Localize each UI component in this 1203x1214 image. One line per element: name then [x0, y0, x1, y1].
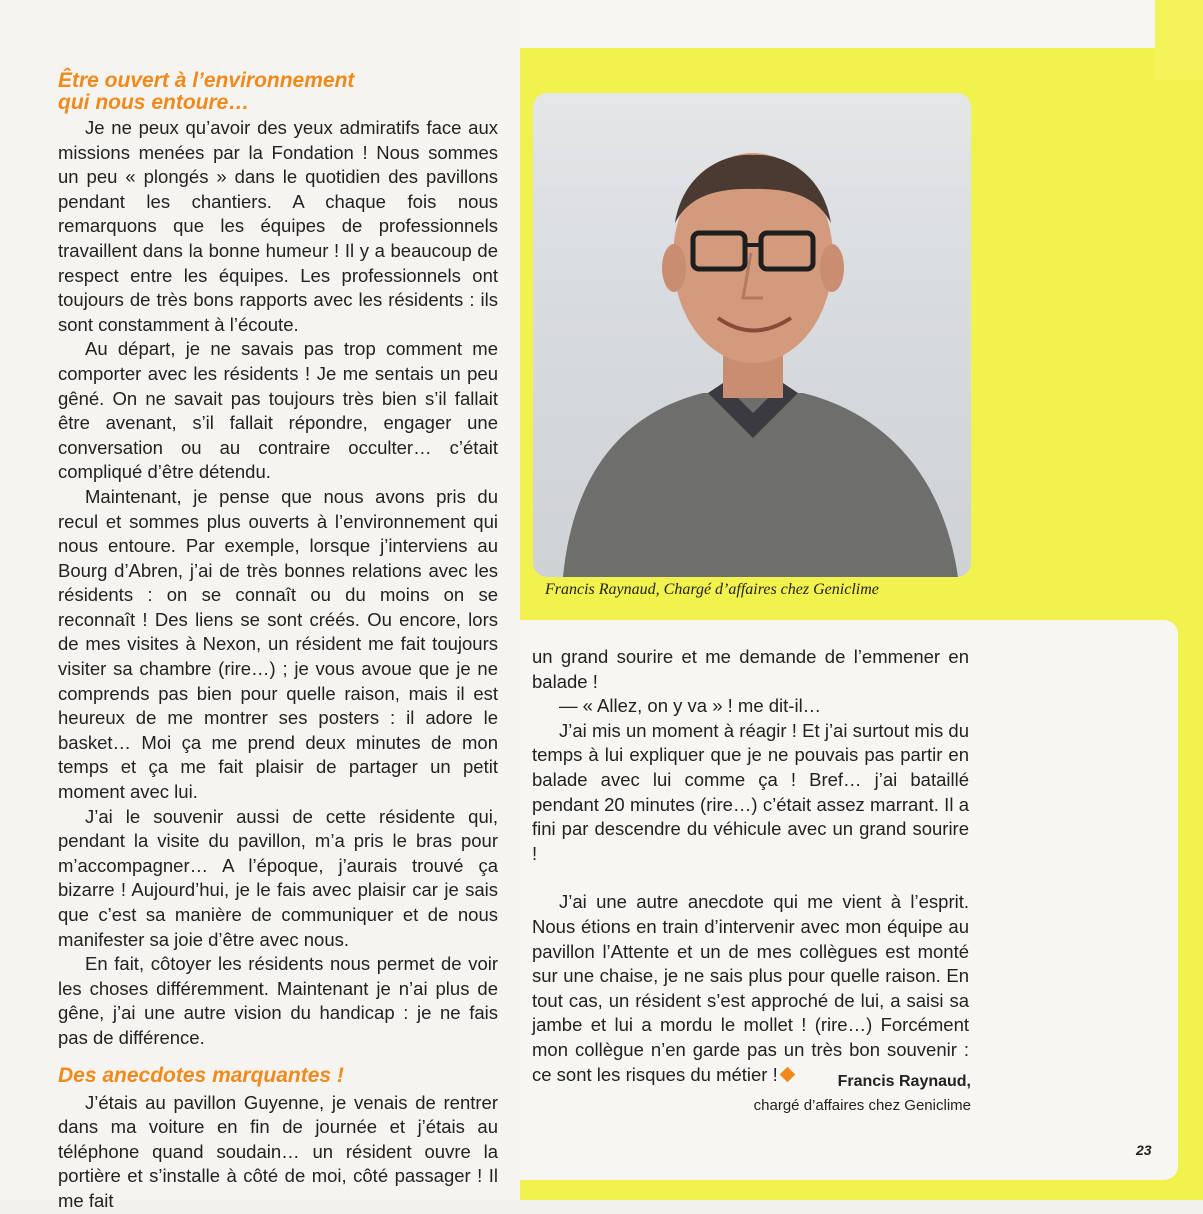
signature-role: chargé d’affaires chez Geniclime — [753, 1097, 971, 1114]
paragraph: J’ai mis un moment à réagir ! Et j’ai surtout mis du temps à lui expliquer que je ne pouvais pas partir en balade avec lui comme ça ! Bref… j’ai bataillé pendant 20 minutes (rire…) c’était assez marrant. Il a fini par descendre du véhicule avec un grand sourire ! — [532, 719, 969, 864]
paragraph: En fait, côtoyer les résidents nous permet de voir les choses différemment. Maintenant je n’ai plus de gêne, j’ai une autre vision du handicap : je ne fais pas de différence. — [58, 953, 498, 1048]
yellow-corner — [1155, 0, 1203, 80]
section-heading-1 — [58, 70, 498, 114]
paragraph-text: J’ai une autre anecdote qui me vient à l’esprit. Nous étions en train d’intervenir avec mon équipe au pavillon l’Attente et un de mes collègues est monté sur une chaise, je ne sais plus pour quelle raison. En tout cas, un résident s’est approché de lui, a saisi sa jambe et lui a mordu le mollet ! (rire…) Forcément mon collègue n’en garde pas un très bon souvenir : ce sont les risques du métier ! — [532, 891, 969, 1085]
paragraph: un grand sourire et me demande de l’emmener en balade ! — [532, 646, 969, 692]
page-number: 23 — [1136, 1142, 1152, 1158]
quote: — « Allez, on y va » ! me dit-il… — [559, 695, 822, 717]
paragraph — [532, 890, 969, 1087]
paragraph: Je ne peux qu’avoir des yeux admiratifs face aux missions menées par la Fondation ! Nous sommes un peu « plongés » dans le quotidien des pavillons pendant les chantiers. A chaque fois nous remarquons que les équipes de professionnels travaillent dans la bonne humeur ! Il y a beaucoup de respect entre les équipes. Les professionnels ont toujours de très bons rapports avec les résidents : ils sont constamment à l’écoute. — [58, 117, 498, 335]
right-column-text — [532, 645, 969, 1087]
photo-caption: Francis Raynaud, Chargé d’affaires chez Geniclime — [545, 581, 879, 598]
yellow-right-strip — [1180, 0, 1203, 1200]
paragraph: Maintenant, je pense que nous avons pris du recul et sommes plus ouverts à l’environnement qui nous entoure. Par exemple, lorsque j’interviens au Bourg d’Abren, j’ai de très bonnes relations avec les résidents : on se connaît ou du moins on se reconnaît ! Des liens se sont créés. Ou encore, lors de mes visites à Nexon, un résident me fait toujours visiter sa chambre (rire…) ; je vous avoue que je ne comprends pas bien pour quelle raison, mais il est heureux de me montrer ses posters : il adore le basket… Moi ça me prend deux minutes de mon temps et ça me fait plaisir de partager un petit moment avec lui. — [58, 485, 498, 803]
paragraph: J’étais au pavillon Guyenne, je venais de rentrer dans ma voiture en fin de journée et j’étais au téléphone quand soudain… un résident ouvre la portière et s’installe à côté de moi, côté passager ! Il me fait — [58, 1091, 498, 1211]
left-column-text — [58, 70, 498, 1214]
portrait-photo — [533, 93, 971, 577]
paragraph: Au départ, je ne savais pas trop comment me comporter avec les résidents ! Je me sentais un peu gêné. On ne savait pas toujours très bien s’il fallait être avenant, s’il fallait répondre, engager une conversation ou au contraire occulter… c’était compliqué d’être détendu. — [58, 338, 498, 483]
heading-line-1: Être ouvert à l’environnement — [58, 69, 355, 92]
section-heading-2: Des anecdotes marquantes ! — [58, 1063, 344, 1087]
portrait-illustration — [533, 93, 971, 577]
signature-name: Francis Raynaud, — [837, 1073, 971, 1090]
paragraph: J’ai le souvenir aussi de cette résidente qui, pendant la visite du pavillon, m’a pris le bras pour m’accompagner… A l’époque, j’aurais trouvé ça bizarre ! Aujourd’hui, je le fais avec plaisir car je sais que c’est sa manière de communiquer et de nous manifester sa joie d’être avec nous. — [58, 805, 498, 950]
heading-line-2: qui nous entoure… — [58, 91, 250, 114]
signature — [754, 1070, 971, 1118]
